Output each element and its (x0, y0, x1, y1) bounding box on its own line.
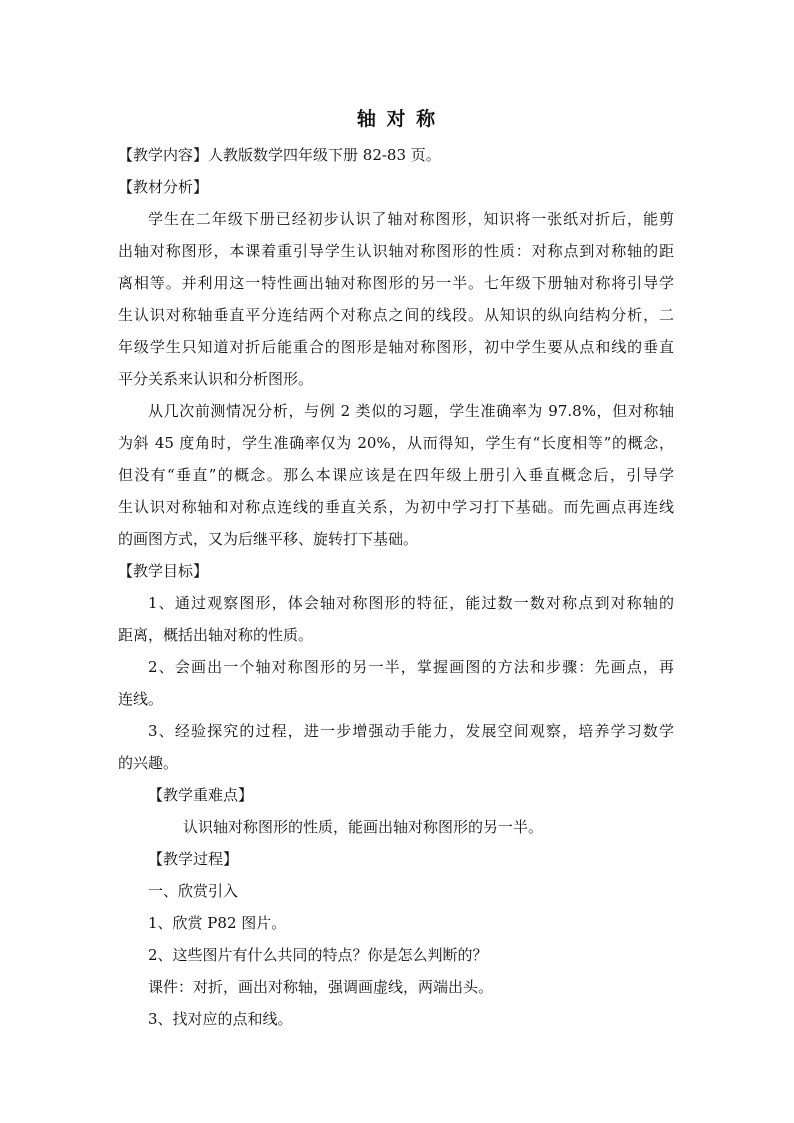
paragraph-line: 出轴对称图形，本课着重引导学生认识轴对称图形的性质：对称点到对称轴的距 (118, 242, 674, 260)
goal-item-1: 1、通过观察图形，体会轴对称图形的特征，能过数一数对称点到对称轴的 (148, 594, 674, 612)
paragraph-line: 为斜 45 度角时，学生准确率仅为 20%，从而得知，学生有“长度相等”的概念， (118, 434, 674, 452)
section-heading-material-analysis: 【教材分析】 (118, 178, 209, 196)
process-step-heading: 一、欣赏引入 (148, 882, 239, 900)
section-heading-teaching-process: 【教学过程】 (148, 850, 239, 868)
teaching-content-line: 【教学内容】人教版数学四年级下册 82-83 页。 (118, 146, 441, 164)
section-heading-teaching-goals: 【教学目标】 (118, 562, 209, 580)
paragraph-line: 的画图方式，又为后继平移、旋转打下基础。 (118, 530, 419, 548)
goal-item-1-continued: 距离，概括出轴对称的性质。 (118, 626, 314, 644)
goal-item-3-continued: 的兴趣。 (118, 754, 179, 772)
goal-item-2: 2、会画出一个轴对称图形的另一半，掌握画图的方法和步骤：先画点，再 (148, 658, 674, 676)
paragraph-line: 从几次前测情况分析，与例 2 类似的习题，学生准确率为 97.8%，但对称轴 (148, 402, 674, 420)
process-step-item: 3、找对应的点和线。 (148, 1010, 293, 1028)
paragraph-line: 学生在二年级下册已经初步认识了轴对称图形，知识将一张纸对折后，能剪 (148, 210, 674, 228)
paragraph-line: 年级学生只知道对折后能重合的图形是轴对称图形，初中学生要从点和线的垂直 (118, 338, 674, 356)
paragraph-line: 生认识对称轴垂直平分连结两个对称点之间的线段。从知识的纵向结构分析，二 (118, 306, 674, 324)
process-step-note: 课件：对折，画出对称轴，强调画虚线，两端出头。 (148, 978, 494, 996)
paragraph-line: 但没有“垂直”的概念。那么本课应该是在四年级上册引入垂直概念后，引导学 (118, 466, 674, 484)
paragraph-line: 生认识对称轴和对称点连线的垂直关系，为初中学习打下基础。而先画点再连线 (118, 498, 674, 516)
paragraph-line: 离相等。并利用这一特性画出轴对称图形的另一半。七年级下册轴对称将引导学 (118, 274, 674, 292)
section-heading-key-points: 【教学重难点】 (148, 786, 254, 804)
process-step-item: 2、这些图片有什么共同的特点？你是怎么判断的？ (148, 946, 488, 964)
goal-item-3: 3、经验探究的过程，进一步增强动手能力，发展空间观察，培养学习数学 (148, 722, 674, 740)
key-points-text: 认识轴对称图形的性质，能画出轴对称图形的另一半。 (183, 818, 544, 836)
paragraph-line: 平分关系来认识和分析图形。 (118, 370, 314, 388)
page-title: 轴 对 称 (356, 108, 438, 130)
process-step-item: 1、欣赏 P82 图片。 (148, 914, 287, 932)
goal-item-2-continued: 连线。 (118, 690, 164, 708)
